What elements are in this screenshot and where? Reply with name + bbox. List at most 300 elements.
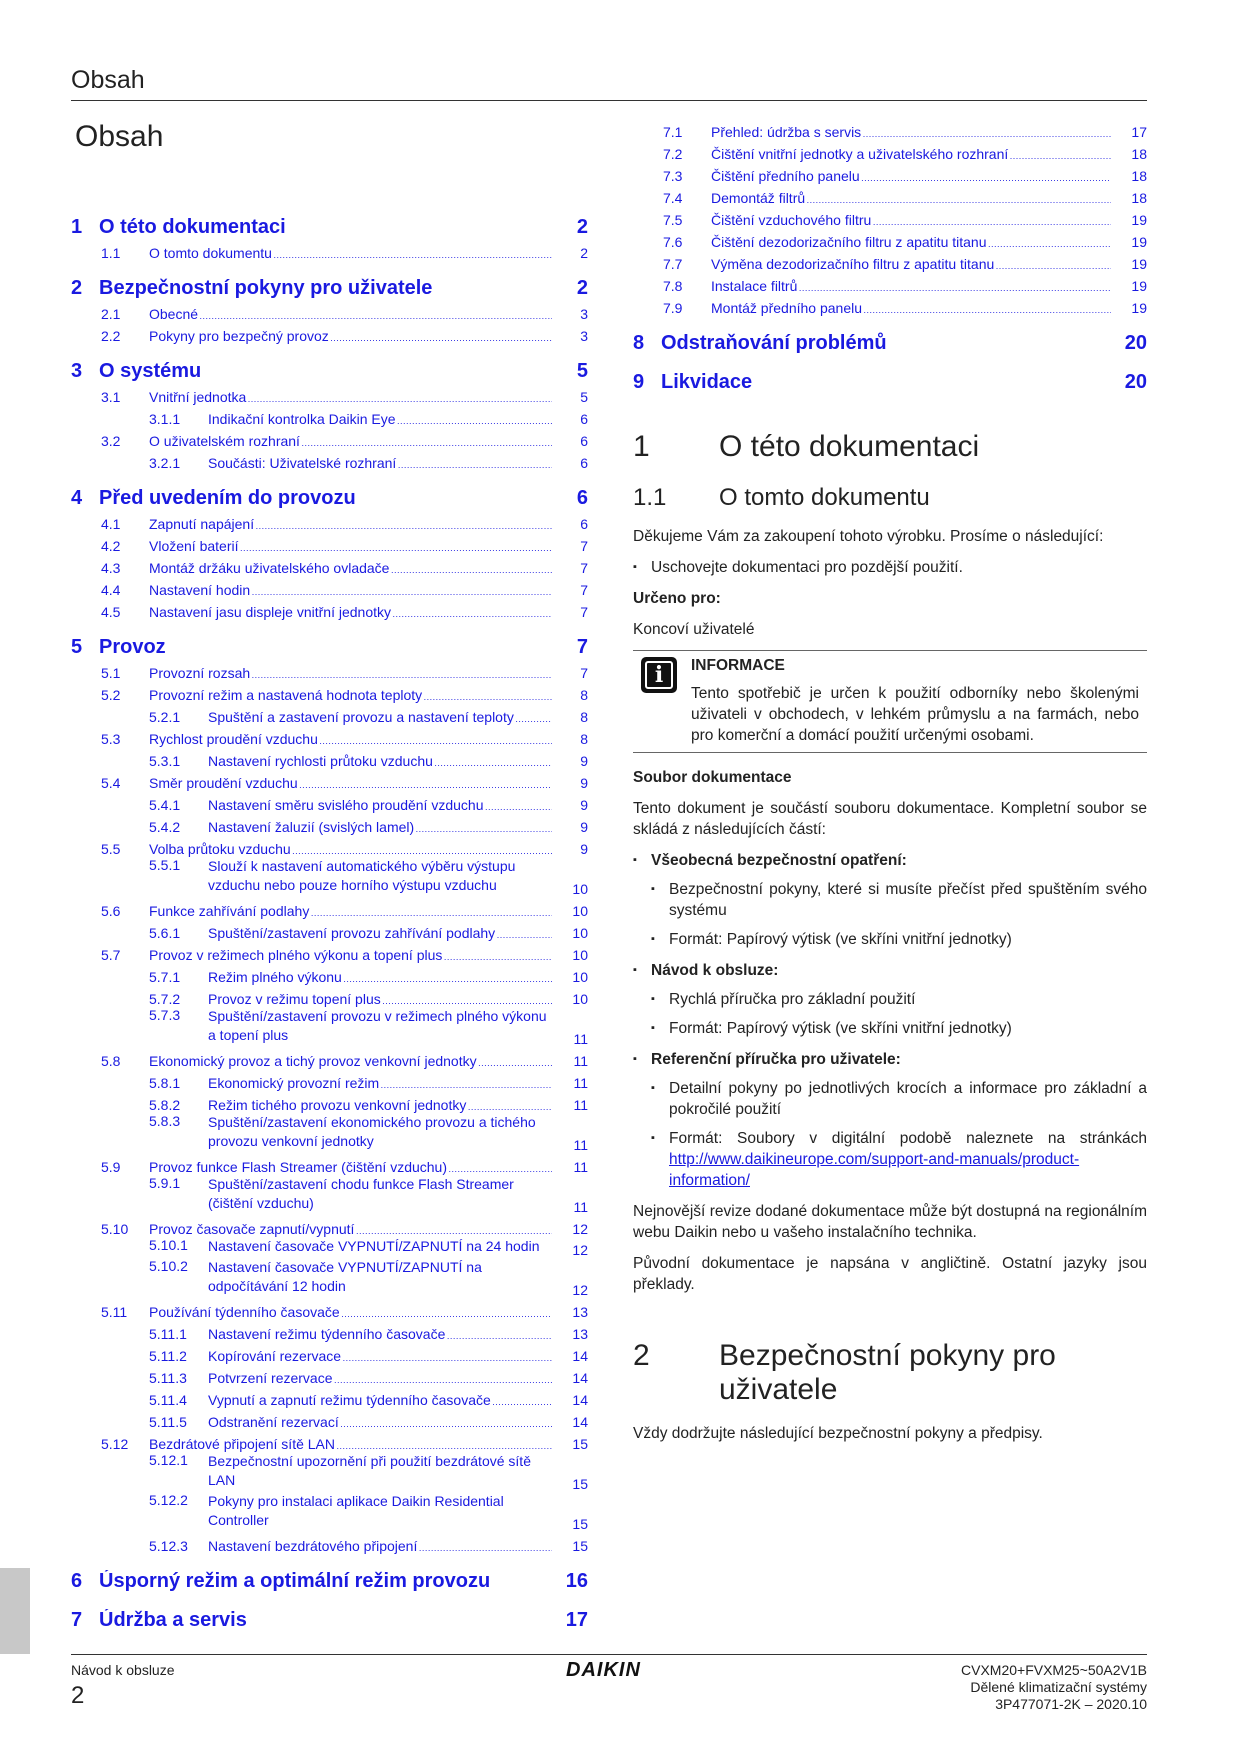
toc-entry-title: Nastavení hodin . . . [149, 582, 552, 598]
toc-entry-2-2[interactable] [71, 322, 588, 344]
toc-entry-page: 12 [572, 1242, 588, 1258]
toc-entry-page: 5 [576, 360, 588, 382]
original-language-paragraph: Původní dokumentace je napsána v angličtině. Ostatní jazyky jsou překlady. [633, 1255, 1147, 1293]
toc-entry-title: Nastavení žaluzií (svislých lamel) . . . [208, 819, 552, 835]
toc-entry-title: Likvidace [661, 371, 753, 393]
toc-entry-title: O této dokumentaci [99, 216, 286, 238]
docset-list [633, 850, 1147, 1191]
toc-entry-title: Odstranění rezervací . . . [208, 1414, 552, 1430]
audience-label: Určeno pro: [633, 590, 721, 607]
toc-entry-5-12-2[interactable] [71, 1492, 588, 1532]
toc-entry-page: 8 [580, 709, 588, 725]
section-2-text: Vždy dodržujte následující bezpečnostní pokyny a předpisy. [633, 1425, 1043, 1442]
toc-entry-number: 5.7 [101, 947, 121, 963]
product-information-link[interactable]: http://www.daikineurope.com/support-and-manuals/product-information/ [669, 1151, 1080, 1189]
toc-entry-number: 3.1.1 [149, 411, 181, 427]
toc-right-column [633, 118, 1147, 394]
toc-entry-number: 5.11.3 [149, 1370, 187, 1386]
toc-entry-page: 14 [572, 1370, 588, 1386]
toc-entry-page: 19 [1131, 234, 1147, 250]
toc-entry-5-12-1[interactable] [71, 1452, 588, 1492]
toc-entry-5-11-2[interactable] [71, 1342, 588, 1364]
doc-item-title: ▪ Referenční příručka pro uživatele: [633, 1049, 1147, 1070]
toc-entry-page: 3 [580, 328, 588, 344]
toc-entry-number: 7.2 [663, 146, 683, 162]
toc-entry-number: 4.4 [101, 582, 121, 598]
toc-entry-page: 11 [573, 1137, 588, 1153]
toc-entry-5-5-1[interactable] [71, 857, 588, 897]
toc-entry-number: 5.7.3 [149, 1007, 181, 1023]
toc-entry-5-3-1[interactable] [71, 747, 588, 769]
page-header-title: Obsah [71, 66, 145, 94]
toc-entry-number: 2.2 [101, 328, 121, 344]
footer-system: Dělené klimatizační systémy [970, 1679, 1147, 1695]
toc-entry-page: 7 [580, 604, 588, 620]
footer-rule [71, 1654, 1147, 1655]
intro-paragraph: Děkujeme Vám za zakoupení tohoto výrobku. Prosíme o následující: [633, 528, 1104, 545]
toc-entry-title: Montáž předního panelu . . . [711, 300, 1111, 316]
toc-entry-page: 13 [572, 1326, 588, 1342]
toc-entry-title: Montáž držáku uživatelského ovladače . . . [149, 560, 552, 576]
toc-entry-5-4-2[interactable] [71, 813, 588, 835]
docset-label: Soubor dokumentace [633, 769, 792, 786]
toc-entry-page: 6 [580, 516, 588, 532]
toc-entry-title: Používání týdenního časovače . . . [149, 1304, 552, 1320]
toc-entry-5-11-1[interactable] [71, 1320, 588, 1342]
toc-entry-5-12-3[interactable] [71, 1532, 588, 1554]
toc-entry-5-2-1[interactable] [71, 703, 588, 725]
toc-entry-title: Údržba a servis [99, 1609, 247, 1631]
toc-entry-page: 12 [572, 1282, 588, 1298]
toc-entry-title: Spuštění/zastavení provozu zahřívání podlahy . . . [208, 925, 552, 941]
toc-entry-7-5[interactable] [633, 206, 1147, 228]
toc-entry-title: Provoz v režimech plného výkonu a topení plus . . . [149, 947, 552, 963]
toc-entry-title: Vnitřní jednotka . . . [149, 389, 552, 405]
toc-entry-number: 5.7.1 [149, 969, 181, 985]
toc-entry-title: Rychlost proudění vzduchu . . . [149, 731, 552, 747]
toc-entry-page: 14 [572, 1348, 588, 1364]
toc-entry-3[interactable] [71, 354, 588, 383]
toc-entry-number: 5.2 [101, 687, 121, 703]
toc-entry-5-11-4[interactable] [71, 1386, 588, 1408]
toc-entry-number: 5.11.5 [149, 1414, 187, 1430]
toc-entry-page: 12 [572, 1221, 588, 1237]
toc-entry-2[interactable] [71, 271, 588, 300]
toc-entry-5-6-1[interactable] [71, 919, 588, 941]
toc-entry-title: Provoz [99, 636, 166, 658]
toc-entry-7-6[interactable] [633, 228, 1147, 250]
toc-entry-5-7-3[interactable] [71, 1007, 588, 1047]
toc-entry-page: 20 [1124, 332, 1147, 354]
toc-entry-6[interactable] [71, 1564, 588, 1593]
toc-entry-title: Bezpečnostní pokyny pro uživatele [99, 277, 433, 299]
footer-page-number: 2 [71, 1682, 85, 1709]
toc-entry-page: 2 [576, 216, 588, 238]
toc-entry-title: Úsporný režim a optimální režim provozu [99, 1570, 491, 1592]
toc-entry-number: 7.9 [663, 300, 683, 316]
section-1-1-heading [633, 484, 1147, 512]
toc-entry-page: 8 [580, 731, 588, 747]
toc-entry-title: Obecné . . . [149, 306, 552, 322]
toc-entry-title: Čištění dezodorizačního filtru z apatitu titanu . . . [711, 234, 1111, 250]
toc-entry-number: 5.9.1 [149, 1175, 181, 1191]
toc-entry-number: 7.7 [663, 256, 683, 272]
toc-entry-7-4[interactable] [633, 184, 1147, 206]
toc-entry-title: Nastavení rychlosti průtoku vzduchu . . . [208, 753, 552, 769]
toc-entry-page: 7 [580, 665, 588, 681]
toc-entry-number: 4.5 [101, 604, 121, 620]
toc-entry-number: 5.9 [101, 1159, 121, 1175]
toc-entry-title: Před uvedením do provozu [99, 487, 356, 509]
toc-entry-5-7[interactable] [71, 941, 588, 963]
toc-entry-number: 6 [71, 1570, 83, 1592]
toc-entry-7-8[interactable] [633, 272, 1147, 294]
format-prefix: Formát: Soubory v digitální podobě naleznete na stránkách [669, 1130, 1147, 1147]
toc-entry-7-1[interactable] [633, 118, 1147, 140]
section-1-title: O této dokumentaci [719, 430, 980, 463]
toc-entry-page: 14 [572, 1392, 588, 1408]
toc-entry-title: O systému [99, 360, 202, 382]
toc-entry-page: 9 [580, 841, 588, 857]
toc-entry-title: Součásti: Uživatelské rozhraní . . . [208, 455, 552, 471]
toc-entry-number: 5.11 [101, 1304, 128, 1320]
toc-entry-page: 19 [1131, 278, 1147, 294]
section-2-number: 2 [633, 1339, 650, 1372]
toc-entry-3-2[interactable] [71, 427, 588, 449]
toc-entry-7-9[interactable] [633, 294, 1147, 316]
toc-entry-page: 18 [1131, 190, 1147, 206]
footer-doc-type: Návod k obsluze [71, 1662, 175, 1678]
section-2-heading [633, 1339, 1147, 1407]
toc-entry-page: 10 [572, 925, 588, 941]
toc-entry-page: 3 [580, 306, 588, 322]
toc-entry-title: Čištění vnitřní jednotky a uživatelského rozhraní . . . [711, 146, 1111, 162]
toc-entry-title: Kopírování rezervace . . . [208, 1348, 552, 1364]
toc-entry-title: Slouží k nastavení automatického výběru výstupu vzduchu nebo pouze horního výstupu vzduchu [208, 858, 516, 893]
toc-entry-number: 5.6 [101, 903, 121, 919]
toc-entry-5-8-2[interactable] [71, 1091, 588, 1113]
toc-entry-4-2[interactable] [71, 532, 588, 554]
toc-entry-page: 17 [1131, 124, 1147, 140]
toc-entry-5-11-5[interactable] [71, 1408, 588, 1430]
toc-entry-number: 5.5 [101, 841, 121, 857]
toc-entry-page: 2 [580, 245, 588, 261]
toc-entry-5-9[interactable] [71, 1153, 588, 1175]
info-text: Tento spotřebič je určen k použití odborníky nebo školenými uživateli v obchodech, v lehkém průmyslu a na farmách, nebo pro komerční a domácí použití určenými osobami. [691, 685, 1139, 744]
toc-entry-title: Pokyny pro bezpečný provoz . . . [149, 328, 552, 344]
toc-entry-title: Bezdrátové připojení sítě LAN . . . [149, 1436, 552, 1452]
toc-entry-page: 6 [580, 411, 588, 427]
toc-entry-page: 20 [1124, 371, 1147, 393]
toc-entry-page: 6 [580, 433, 588, 449]
toc-entry-number: 5.1 [101, 665, 121, 681]
toc-entry-2-1[interactable] [71, 300, 588, 322]
toc-entry-5-4[interactable] [71, 769, 588, 791]
toc-entry-5-2[interactable] [71, 681, 588, 703]
toc-entry-title: Pokyny pro instalaci aplikace Daikin Residential Controller [208, 1493, 504, 1528]
toc-entry-title: Spuštění/zastavení chodu funkce Flash Streamer (čištění vzduchu) [208, 1176, 514, 1211]
toc-entry-title: Potvrzení rezervace . . . [208, 1370, 552, 1386]
toc-entry-page: 11 [573, 1075, 588, 1091]
toc-entry-number: 5.12.1 [149, 1452, 188, 1468]
toc-entry-number: 5.5.1 [149, 857, 181, 873]
toc-entry-title: Vypnutí a zapnutí režimu týdenního časovače . . . [208, 1392, 552, 1408]
toc-entry-5-10-2[interactable] [71, 1258, 588, 1298]
toc-entry-page: 6 [576, 487, 588, 509]
toc-entry-5-8-1[interactable] [71, 1069, 588, 1091]
toc-entry-page: 11 [573, 1053, 588, 1069]
toc-entry-page: 11 [573, 1097, 588, 1113]
toc-entry-page: 17 [565, 1609, 588, 1631]
toc-entry-number: 7.6 [663, 234, 683, 250]
toc-entry-page: 13 [572, 1304, 588, 1320]
toc-entry-page: 10 [572, 947, 588, 963]
toc-entry-number: 5 [71, 636, 83, 658]
toc-entry-4[interactable] [71, 481, 588, 510]
toc-entry-8[interactable] [633, 326, 1147, 355]
toc-entry-title: Nastavení časovače VYPNUTÍ/ZAPNUTÍ na 24 hodin [208, 1238, 540, 1254]
toc-entry-number: 5.3 [101, 731, 121, 747]
toc-entry-5-11-3[interactable] [71, 1364, 588, 1386]
toc-entry-page: 9 [580, 775, 588, 791]
toc-entry-number: 5.10.1 [149, 1237, 188, 1253]
toc-entry-1[interactable] [71, 210, 588, 239]
toc-entry-title: Funkce zahřívání podlahy . . . [149, 903, 552, 919]
toc-entry-7-2[interactable] [633, 140, 1147, 162]
toc-entry-number: 1.1 [101, 245, 121, 261]
toc-entry-title: Volba průtoku vzduchu . . . [149, 841, 552, 857]
info-icon: i [641, 657, 677, 693]
toc-entry-page: 7 [580, 560, 588, 576]
toc-entry-3-1[interactable] [71, 383, 588, 405]
toc-entry-title: O uživatelském rozhraní . . . [149, 433, 552, 449]
section-2-title: Bezpečnostní pokyny pro uživatele [719, 1339, 1056, 1406]
toc-entry-number: 5.10.2 [149, 1258, 188, 1274]
section-1-number: 1 [633, 430, 650, 463]
toc-entry-title: Nastavení režimu týdenního časovače . . . [208, 1326, 552, 1342]
toc-entry-number: 5.3.1 [149, 753, 181, 769]
latest-revision-paragraph: Nejnovější revize dodané dokumentace může být dostupná na regionálním webu Daikin nebo u vašeho instalačního technika. [633, 1203, 1147, 1241]
toc-entry-5-8-3[interactable] [71, 1113, 588, 1153]
toc-entry-number: 9 [633, 371, 645, 393]
toc-entry-number: 3.2.1 [149, 455, 181, 471]
toc-entry-page: 14 [572, 1414, 588, 1430]
toc-entry-title: Provozní rozsah . . . [149, 665, 552, 681]
doc-sub-item: ▪ Detailní pokyny po jednotlivých krocích a informace pro základní a pokročilé použití [651, 1078, 1147, 1120]
toc-entry-3-1-1[interactable] [71, 405, 588, 427]
toc-entry-page: 19 [1131, 212, 1147, 228]
toc-entry-number: 5.12.2 [149, 1492, 188, 1508]
toc-entry-title: Nastavení jasu displeje vnitřní jednotky . . . [149, 604, 552, 620]
toc-entry-number: 5.8.1 [149, 1075, 181, 1091]
doc-sub-item: ▪ Formát: Papírový výtisk (ve skříni vnitřní jednotky) [651, 1018, 1147, 1039]
toc-entry-5-11[interactable] [71, 1298, 588, 1320]
toc-entry-page: 10 [572, 991, 588, 1007]
toc-entry-number: 7.4 [663, 190, 683, 206]
toc-entry-title: Demontáž filtrů . . . [711, 190, 1111, 206]
toc-entry-page: 15 [572, 1476, 588, 1492]
intro-bullet: ▪ Uschovejte dokumentaci pro pozdější použití. [633, 557, 1147, 578]
toc-entry-number: 5.4.2 [149, 819, 181, 835]
toc-entry-7-3[interactable] [633, 162, 1147, 184]
toc-entry-page: 9 [580, 819, 588, 835]
toc-entry-page: 11 [573, 1031, 588, 1047]
toc-entry-title: Ekonomický provoz a tichý provoz venkovní jednotky . . . [149, 1053, 552, 1069]
toc-entry-page: 7 [580, 538, 588, 554]
toc-entry-title: Režim plného výkonu . . . [208, 969, 552, 985]
toc-entry-4-5[interactable] [71, 598, 588, 620]
toc-entry-page: 2 [576, 277, 588, 299]
toc-entry-title: Nastavení směru svislého proudění vzduchu . . . [208, 797, 552, 813]
toc-entry-title: O tomto dokumentu . . . [149, 245, 552, 261]
toc-entry-title: Nastavení bezdrátového připojení . . . [208, 1538, 552, 1554]
toc-entry-title: Čištění vzduchového filtru . . . [711, 212, 1111, 228]
toc-entry-page: 11 [573, 1199, 588, 1215]
toc-entry-title: Zapnutí napájení . . . [149, 516, 552, 532]
toc-entry-number: 7.5 [663, 212, 683, 228]
footer-right [961, 1662, 1147, 1713]
toc-entry-page: 18 [1131, 146, 1147, 162]
toc-entry-number: 4 [71, 487, 83, 509]
toc-entry-number: 5.2.1 [149, 709, 181, 725]
toc-entry-7[interactable] [71, 1603, 588, 1632]
toc-entry-title: Směr proudění vzduchu . . . [149, 775, 552, 791]
toc-entry-page: 9 [580, 797, 588, 813]
docset-intro: Tento dokument je součástí souboru dokumentace. Kompletní soubor se skládá z následujících částí: [633, 800, 1147, 838]
toc-entry-page: 10 [572, 881, 588, 897]
toc-entry-title: Nastavení časovače VYPNUTÍ/ZAPNUTÍ na odpočítávání 12 hodin [208, 1259, 482, 1294]
toc-entry-number: 5.8.3 [149, 1113, 181, 1129]
toc-entry-title: Odstraňování problémů [661, 332, 887, 354]
toc-entry-number: 3.2 [101, 433, 121, 449]
toc-entry-5-10[interactable] [71, 1215, 588, 1237]
toc-entry-number: 5.8 [101, 1053, 121, 1069]
toc-entry-5-4-1[interactable] [71, 791, 588, 813]
toc-entry-7-7[interactable] [633, 250, 1147, 272]
toc-entry-number: 4.2 [101, 538, 121, 554]
side-tab-marker [0, 1568, 30, 1654]
toc-entry-title: Provozní režim a nastavená hodnota teploty . . . [149, 687, 552, 703]
section-1-1-title: O tomto dokumentu [719, 484, 930, 511]
section-1-heading [633, 430, 1147, 464]
toc-entry-number: 3 [71, 360, 83, 382]
info-box [633, 650, 1147, 753]
toc-entry-title: Provoz funkce Flash Streamer (čištění vzduchu) . . . [149, 1159, 552, 1175]
toc-entry-5-9-1[interactable] [71, 1175, 588, 1215]
footer-code: 3P477071-2K – 2020.10 [995, 1696, 1147, 1712]
section-1-1-number: 1.1 [633, 484, 667, 511]
toc-entry-page: 7 [580, 582, 588, 598]
toc-entry-title: Spuštění a zastavení provozu a nastavení teploty . . . [208, 709, 552, 725]
toc-entry-title: Vložení baterií . . . [149, 538, 552, 554]
toc-entry-page: 7 [576, 636, 588, 658]
toc-entry-3-2-1[interactable] [71, 449, 588, 471]
toc-entry-5-8[interactable] [71, 1047, 588, 1069]
toc-entry-number: 5.12.3 [149, 1538, 188, 1554]
toc-entry-page: 15 [572, 1516, 588, 1532]
toc-entry-5[interactable] [71, 630, 588, 659]
toc-entry-number: 5.6.1 [149, 925, 181, 941]
toc-entry-title: Přehled: údržba s servis . . . [711, 124, 1111, 140]
toc-entry-title: Indikační kontrolka Daikin Eye . . . [208, 411, 552, 427]
toc-entry-5-1[interactable] [71, 659, 588, 681]
toc-entry-1-1[interactable] [71, 239, 588, 261]
toc-entry-page: 19 [1131, 256, 1147, 272]
toc-entry-5-7-1[interactable] [71, 963, 588, 985]
toc-entry-page: 9 [580, 753, 588, 769]
toc-entry-title: Spuštění/zastavení provozu v režimech plného výkonu a topení plus [208, 1008, 547, 1043]
toc-entry-title: Režim tichého provozu venkovní jednotky . . . [208, 1097, 552, 1113]
footer-model: CVXM20+FVXM25~50A2V1B [961, 1662, 1147, 1678]
toc-entry-page: 10 [572, 903, 588, 919]
toc-entry-page: 11 [573, 1159, 588, 1175]
toc-entry-5-3[interactable] [71, 725, 588, 747]
toc-entry-number: 5.10 [101, 1221, 129, 1237]
toc-entry-4-3[interactable] [71, 554, 588, 576]
toc-entry-5-10-1[interactable] [71, 1237, 588, 1258]
doc-sub-item: ▪ Bezpečnostní pokyny, které si musíte přečíst před spuštěním svého systému [651, 879, 1147, 921]
toc-left-column [71, 200, 588, 1632]
toc-entry-title: Instalace filtrů . . . [711, 278, 1111, 294]
toc-entry-number: 5.11.4 [149, 1392, 187, 1408]
toc-entry-5-5[interactable] [71, 835, 588, 857]
toc-entry-5-6[interactable] [71, 897, 588, 919]
toc-entry-page: 8 [580, 687, 588, 703]
toc-entry-number: 5.4.1 [149, 797, 181, 813]
toc-entry-number: 1 [71, 216, 83, 238]
toc-entry-5-12[interactable] [71, 1430, 588, 1452]
toc-entry-page: 5 [580, 389, 588, 405]
toc-entry-title: Bezpečnostní upozornění při použití bezdrátové sítě LAN [208, 1453, 531, 1488]
info-title: INFORMACE [691, 657, 785, 674]
toc-entry-page: 19 [1131, 300, 1147, 316]
header-rule [71, 100, 1147, 101]
toc-entry-title: Čištění předního panelu . . . [711, 168, 1111, 184]
doc-sub-item: ▪ Rychlá příručka pro základní použití [651, 989, 1147, 1010]
toc-entry-title: Spuštění/zastavení ekonomického provozu a tichého provozu venkovní jednotky [208, 1114, 536, 1149]
doc-sub-item-format [651, 1128, 1147, 1191]
toc-entry-number: 2.1 [101, 306, 121, 322]
toc-entry-page: 16 [565, 1570, 588, 1592]
toc-entry-number: 5.4 [101, 775, 121, 791]
toc-entry-5-7-2[interactable] [71, 985, 588, 1007]
toc-entry-page: 10 [572, 969, 588, 985]
toc-title: Obsah [75, 120, 164, 153]
doc-item-title: ▪ Návod k obsluze: [633, 960, 1147, 981]
toc-entry-title: Provoz časovače zapnutí/vypnutí . . . [149, 1221, 552, 1237]
toc-entry-page: 6 [580, 455, 588, 471]
toc-entry-number: 7 [71, 1609, 83, 1631]
toc-entry-title: Ekonomický provozní režim . . . [208, 1075, 552, 1091]
toc-entry-number: 7.1 [663, 124, 683, 140]
toc-entry-page: 15 [572, 1538, 588, 1554]
toc-entry-number: 5.7.2 [149, 991, 181, 1007]
toc-entry-number: 5.8.2 [149, 1097, 181, 1113]
doc-item-title: ▪ Všeobecná bezpečnostní opatření: [633, 850, 1147, 871]
toc-entry-page: 15 [572, 1436, 588, 1452]
toc-entry-9[interactable] [633, 365, 1147, 394]
main-content [633, 430, 1147, 1454]
daikin-logo: DAIKIN [566, 1659, 641, 1681]
toc-entry-title: Výměna dezodorizačního filtru z apatitu titanu . . . [711, 256, 1111, 272]
toc-entry-4-4[interactable] [71, 576, 588, 598]
toc-entry-number: 4.3 [101, 560, 121, 576]
toc-entry-number: 8 [633, 332, 645, 354]
toc-entry-4-1[interactable] [71, 510, 588, 532]
toc-entry-number: 2 [71, 277, 83, 299]
audience-value: Koncoví uživatelé [633, 621, 755, 638]
toc-entry-number: 7.3 [663, 168, 683, 184]
